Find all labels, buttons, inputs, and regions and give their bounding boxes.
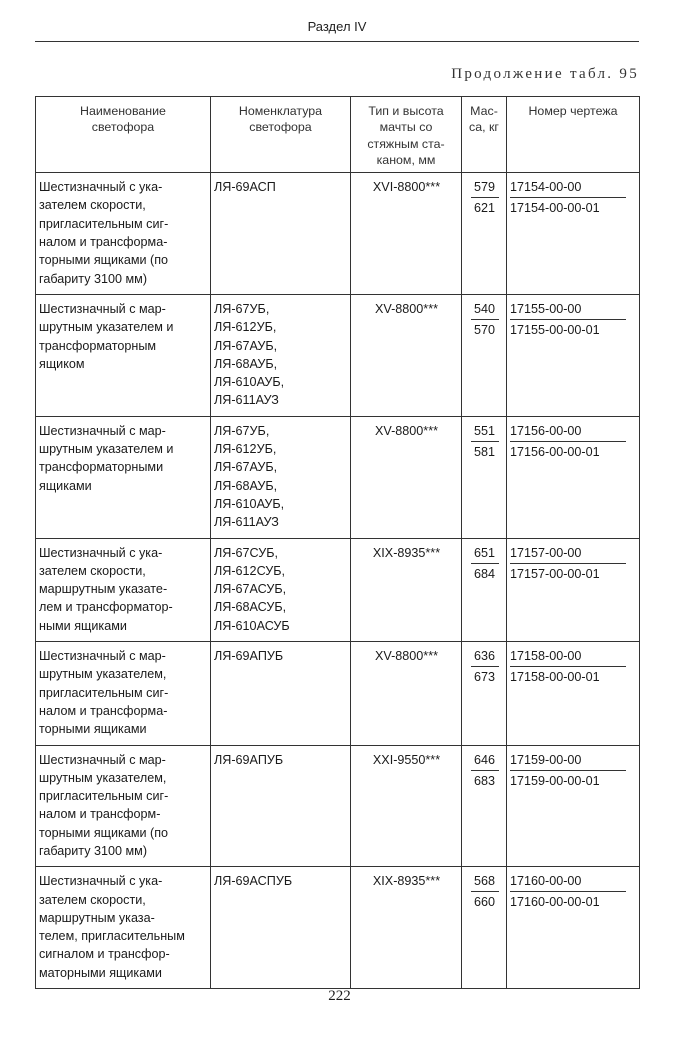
table-header-row [36, 97, 640, 173]
table-row [36, 294, 640, 416]
mass-top-value: 636 [471, 647, 499, 667]
mast-type-cell: XIX-8935*** [351, 538, 462, 641]
mass-cell [462, 642, 507, 745]
drawing-number-cell [507, 294, 640, 416]
mass-top-value: 579 [471, 178, 499, 198]
nomenclature-cell: ЛЯ-69АСПУБ [211, 867, 351, 989]
section-title: Раздел IV [307, 19, 367, 34]
drawing-number-cell [507, 745, 640, 867]
drawing-number-cell [507, 867, 640, 989]
drawing-number-top: 17158-00-00 [510, 647, 626, 667]
drawing-number-bottom: 17156-00-00-01 [510, 444, 600, 459]
mass-cell [462, 173, 507, 295]
table-body [36, 173, 640, 989]
table-continuation-label: Продолжение табл. 95 [451, 66, 639, 82]
mast-type-cell: XIX-8935*** [351, 867, 462, 989]
table-row [36, 642, 640, 745]
table-row [36, 416, 640, 538]
drawing-number-top: 17156-00-00 [510, 422, 626, 442]
column-header: Номенклатура светофора [211, 97, 351, 173]
mast-type-cell: XXI-9550*** [351, 745, 462, 867]
signal-name-cell: Шестизначный с ука- зателем скорости, маршрутным указате- лем и трансформатор- ными ящиками [36, 538, 211, 641]
nomenclature-cell: ЛЯ-67СУБ, ЛЯ-612СУБ, ЛЯ-67АСУБ, ЛЯ-68АСУБ, ЛЯ-610АСУБ [211, 538, 351, 641]
mass-top-value: 551 [471, 422, 499, 442]
column-header: Наименование светофора [36, 97, 211, 173]
signal-name-cell: Шестизначный с мар- шрутным указателем, пригласительным сиг- налом и трансформа- торными ящиками [36, 642, 211, 745]
column-header: Тип и высота мачты со стяжным ста- каном, мм [351, 97, 462, 173]
nomenclature-cell: ЛЯ-67УБ, ЛЯ-612УБ, ЛЯ-67АУБ, ЛЯ-68АУБ, ЛЯ-610АУБ, ЛЯ-611АУЗ [211, 416, 351, 538]
column-header: Мас- са, кг [462, 97, 507, 173]
signals-table [35, 96, 640, 989]
mass-bottom-value: 570 [473, 322, 495, 337]
mass-bottom-value: 660 [473, 895, 495, 910]
column-header: Номер чертежа [507, 97, 640, 173]
mass-top-value: 568 [471, 872, 499, 892]
signal-name-cell: Шестизначный с мар- шрутным указателем, пригласительным сиг- налом и трансформ- торными ящиками (по габариту 3100 мм) [36, 745, 211, 867]
mass-cell [462, 745, 507, 867]
drawing-number-top: 17157-00-00 [510, 544, 626, 564]
mass-bottom-value: 621 [473, 201, 495, 216]
drawing-number-cell [507, 642, 640, 745]
signal-name-cell: Шестизначный с ука- зателем скорости, маршрутным указа- телем, пригласительным сигналом и трансфор- маторными ящиками [36, 867, 211, 989]
drawing-number-top: 17160-00-00 [510, 872, 626, 892]
nomenclature-cell: ЛЯ-69АСП [211, 173, 351, 295]
header-rule [35, 41, 639, 42]
drawing-number-bottom: 17155-00-00-01 [510, 322, 600, 337]
mass-top-value: 540 [471, 300, 499, 320]
page-number: 222 [328, 988, 351, 1004]
drawing-number-bottom: 17158-00-00-01 [510, 670, 600, 685]
mast-type-cell: XV-8800*** [351, 294, 462, 416]
mass-top-value: 646 [471, 751, 499, 771]
nomenclature-cell: ЛЯ-69АПУБ [211, 642, 351, 745]
mass-bottom-value: 683 [473, 773, 495, 788]
drawing-number-cell [507, 416, 640, 538]
mast-type-cell: XVI-8800*** [351, 173, 462, 295]
signal-name-cell: Шестизначный с мар- шрутным указателем и трансформаторным ящиком [36, 294, 211, 416]
nomenclature-cell: ЛЯ-67УБ, ЛЯ-612УБ, ЛЯ-67АУБ, ЛЯ-68АУБ, ЛЯ-610АУБ, ЛЯ-611АУЗ [211, 294, 351, 416]
signal-name-cell: Шестизначный с ука- зателем скорости, пригласительным сиг- налом и трансформа- торными ящиками (по габариту 3100 мм) [36, 173, 211, 295]
mass-bottom-value: 581 [473, 444, 495, 459]
mass-cell [462, 294, 507, 416]
table-row [36, 538, 640, 641]
drawing-number-bottom: 17159-00-00-01 [510, 773, 600, 788]
drawing-number-bottom: 17154-00-00-01 [510, 201, 600, 216]
drawing-number-bottom: 17160-00-00-01 [510, 895, 600, 910]
mass-bottom-value: 673 [473, 670, 495, 685]
mass-cell [462, 538, 507, 641]
drawing-number-top: 17154-00-00 [510, 178, 626, 198]
table-row [36, 173, 640, 295]
table-row [36, 745, 640, 867]
mass-cell [462, 416, 507, 538]
nomenclature-cell: ЛЯ-69АПУБ [211, 745, 351, 867]
drawing-number-bottom: 17157-00-00-01 [510, 566, 600, 581]
mass-cell [462, 867, 507, 989]
mast-type-cell: XV-8800*** [351, 416, 462, 538]
table-row [36, 867, 640, 989]
signal-name-cell: Шестизначный с мар- шрутным указателем и трансформаторными ящиками [36, 416, 211, 538]
mast-type-cell: XV-8800*** [351, 642, 462, 745]
drawing-number-cell [507, 173, 640, 295]
drawing-number-cell [507, 538, 640, 641]
drawing-number-top: 17159-00-00 [510, 751, 626, 771]
mass-top-value: 651 [471, 544, 499, 564]
drawing-number-top: 17155-00-00 [510, 300, 626, 320]
mass-bottom-value: 684 [473, 566, 495, 581]
